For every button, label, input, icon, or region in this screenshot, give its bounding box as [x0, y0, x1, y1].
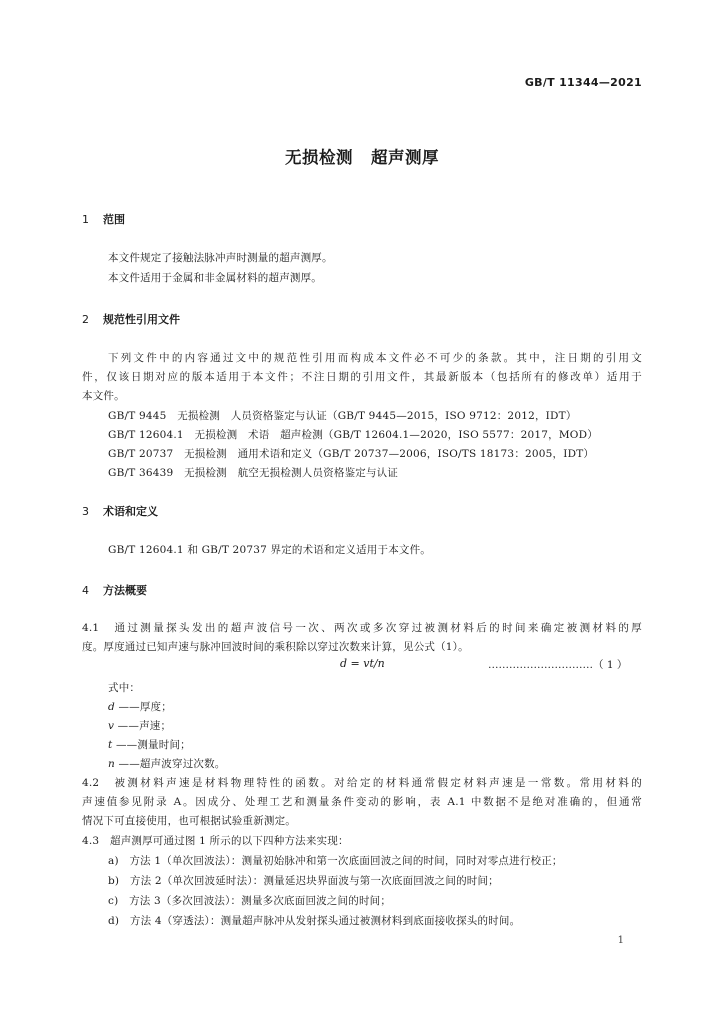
- clause-4-1-line: 度。厚度通过已知声速与脉冲回波时间的乘积除以穿过次数来计算，见公式（1）。: [82, 641, 469, 653]
- variable-definition: t ——测量时间；: [108, 739, 191, 751]
- where-label: 式中：: [108, 682, 141, 694]
- section-1-heading: 1 范围: [82, 213, 125, 226]
- section-2-intro-line: 下列文件中的内容通过文中的规范性引用而构成本文件必不可少的条款。其中，注日期的引用文: [108, 352, 642, 364]
- section-1-line: 本文件适用于金属和非金属材料的超声测厚。: [108, 272, 322, 284]
- section-2-heading: 2 规范性引用文件: [82, 313, 180, 326]
- title-part-1: 无损检测: [285, 148, 353, 167]
- clause-4-3-line: 4.3 超声测厚可通过图 1 所示的以下四种方法来实现：: [82, 835, 349, 847]
- section-2-intro-line: 本文件。: [82, 390, 125, 402]
- variable-definition: v ——声速；: [108, 720, 172, 732]
- formula-1: d = vt/n: [340, 657, 385, 670]
- variable-definition: n ——超声波穿过次数。: [108, 758, 226, 770]
- clause-4-1-line: 4.1 通过测量探头发出的超声波信号一次、两次或多次穿过被测材料后的时间来确定被测材料的厚: [82, 622, 642, 634]
- method-item: d) 方法 4（穿透法）：测量超声脉冲从发射探头通过被测材料到底面接收探头的时间。: [108, 915, 521, 927]
- section-2-intro-line: 件，仅该日期对应的版本适用于本文件；不注日期的引用文件，其最新版本（包括所有的修改单）适用于: [82, 371, 642, 383]
- section-1-line: 本文件规定了接触法脉冲声时测量的超声测厚。: [108, 252, 333, 264]
- method-item: a) 方法 1（单次回波法）：测量初始脉冲和第一次底面回波之间的时间，同时对零点进行校正；: [108, 855, 563, 867]
- page-number: 1: [617, 935, 624, 946]
- reference-item: GB/T 9445 无损检测 人员资格鉴定与认证（GB/T 9445—2015，ISO 9712：2012，IDT）: [108, 410, 577, 422]
- clause-4-2-line: 4.2 被测材料声速是材料物理特性的函数。对给定的材料通常假定材料声速是一常数。常用材料的: [82, 777, 642, 789]
- section-3-heading: 3 术语和定义: [82, 505, 158, 518]
- section-4-heading: 4 方法概要: [82, 584, 147, 597]
- title-part-2: 超声测厚: [371, 148, 439, 167]
- section-3-line: GB/T 12604.1 和 GB/T 20737 界定的术语和定义适用于本文件。: [108, 544, 431, 556]
- reference-item: GB/T 12604.1 无损检测 术语 超声检测（GB/T 12604.1—2020，ISO 5577：2017，MOD）: [108, 429, 598, 441]
- document-title: [0, 144, 724, 168]
- reference-item: GB/T 20737 无损检测 通用术语和定义（GB/T 20737—2006，ISO/TS 18173：2005，IDT）: [108, 448, 595, 460]
- formula-number: …………………………（ 1 ）: [488, 659, 628, 671]
- reference-item: GB/T 36439 无损检测 航空无损检测人员资格鉴定与认证: [108, 467, 399, 479]
- clause-4-2-line: 情况下可直接使用，也可根据试验重新测定。: [82, 815, 296, 827]
- clause-4-2-line: 声速值参见附录 A。因成分、处理工艺和测量条件变动的影响，表 A.1 中数据不是绝对准确的，但通常: [82, 796, 642, 808]
- method-item: c) 方法 3（多次回波法）：测量多次底面回波之间的时间；: [108, 895, 392, 907]
- method-item: b) 方法 2（单次回波延时法）：测量延迟块界面波与第一次底面回波之间的时间；: [108, 875, 499, 887]
- standard-code: GB/T 11344—2021: [524, 76, 642, 89]
- variable-definition: d ——厚度；: [108, 701, 172, 713]
